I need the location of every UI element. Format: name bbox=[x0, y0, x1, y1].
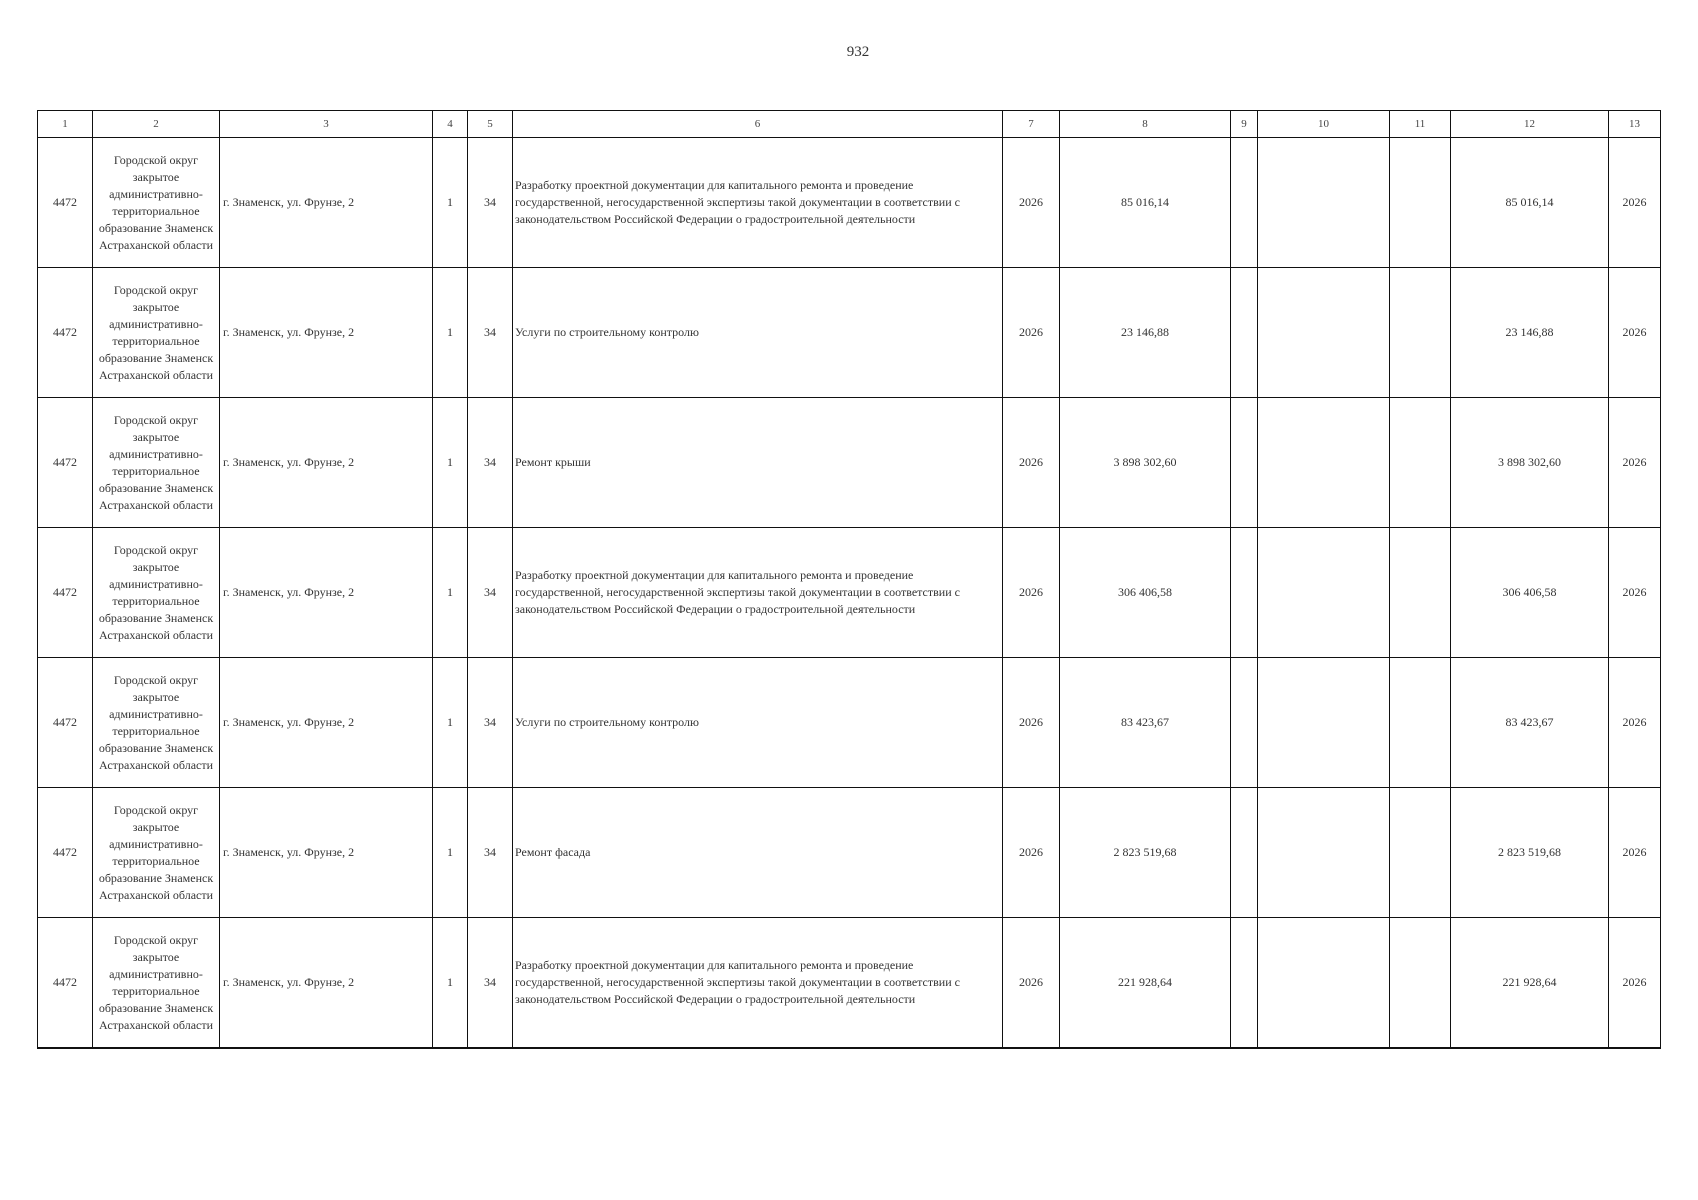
cell-col-11 bbox=[1390, 138, 1451, 268]
cell-col-6: Разработку проектной документации для капитального ремонта и проведение государственной, негосударственной экспертизы такой документации в соответствии с законодательством Российской Федерации о градостроительной деятельности bbox=[513, 138, 1003, 268]
cell-col-10 bbox=[1258, 788, 1390, 918]
table-header bbox=[38, 111, 1661, 138]
cell-col-9 bbox=[1231, 788, 1258, 918]
cell-col-2 bbox=[93, 528, 220, 658]
cell-municipality: Городской округ закрытое административно-территориальное образование Знаменск Астраханской области bbox=[98, 802, 214, 902]
cell-col-9 bbox=[1231, 398, 1258, 528]
cell-col-9 bbox=[1231, 918, 1258, 1049]
cell-col-8: 23 146,88 bbox=[1060, 268, 1231, 398]
cell-col-12: 3 898 302,60 bbox=[1451, 398, 1609, 528]
cell-municipality: Городской округ закрытое административно-территориальное образование Знаменск Астраханской области bbox=[98, 672, 214, 772]
cell-col-12: 83 423,67 bbox=[1451, 658, 1609, 788]
cell-col-9 bbox=[1231, 658, 1258, 788]
cell-col-8: 2 823 519,68 bbox=[1060, 788, 1231, 918]
cell-col-9 bbox=[1231, 528, 1258, 658]
cell-municipality: Городской округ закрытое административно-территориальное образование Знаменск Астраханской области bbox=[98, 932, 214, 1032]
cell-col-3: г. Знаменск, ул. Фрунзе, 2 bbox=[220, 918, 433, 1049]
cell-col-6: Разработку проектной документации для капитального ремонта и проведение государственной, негосударственной экспертизы такой документации в соответствии с законодательством Российской Федерации о градостроительной деятельности bbox=[513, 528, 1003, 658]
cell-col-3: г. Знаменск, ул. Фрунзе, 2 bbox=[220, 658, 433, 788]
column-header: 4 bbox=[433, 111, 468, 138]
cell-col-1: 4472 bbox=[38, 268, 93, 398]
cell-col-8: 221 928,64 bbox=[1060, 918, 1231, 1049]
cell-col-6: Разработку проектной документации для капитального ремонта и проведение государственной, негосударственной экспертизы такой документации в соответствии с законодательством Российской Федерации о градостроительной деятельности bbox=[513, 918, 1003, 1049]
column-header: 3 bbox=[220, 111, 433, 138]
cell-col-11 bbox=[1390, 788, 1451, 918]
cell-col-11 bbox=[1390, 658, 1451, 788]
cell-col-12: 2 823 519,68 bbox=[1451, 788, 1609, 918]
cell-col-6: Услуги по строительному контролю bbox=[513, 268, 1003, 398]
cell-col-5: 34 bbox=[468, 138, 513, 268]
cell-col-4: 1 bbox=[433, 138, 468, 268]
cell-col-2 bbox=[93, 138, 220, 268]
table-body bbox=[38, 138, 1661, 1049]
cell-municipality: Городской округ закрытое административно-территориальное образование Знаменск Астраханской области bbox=[98, 542, 214, 642]
column-header: 2 bbox=[93, 111, 220, 138]
cell-col-1: 4472 bbox=[38, 528, 93, 658]
column-header: 1 bbox=[38, 111, 93, 138]
header-row bbox=[38, 111, 1661, 138]
table-row bbox=[38, 528, 1661, 658]
cell-col-13: 2026 bbox=[1609, 788, 1661, 918]
cell-col-10 bbox=[1258, 658, 1390, 788]
cell-col-6: Ремонт крыши bbox=[513, 398, 1003, 528]
cell-col-7: 2026 bbox=[1003, 528, 1060, 658]
cell-col-13: 2026 bbox=[1609, 398, 1661, 528]
cell-col-4: 1 bbox=[433, 268, 468, 398]
column-header: 9 bbox=[1231, 111, 1258, 138]
cell-col-12: 221 928,64 bbox=[1451, 918, 1609, 1049]
cell-col-13: 2026 bbox=[1609, 268, 1661, 398]
column-header: 5 bbox=[468, 111, 513, 138]
column-header: 10 bbox=[1258, 111, 1390, 138]
cell-col-13: 2026 bbox=[1609, 138, 1661, 268]
cell-municipality: Городской округ закрытое административно-территориальное образование Знаменск Астраханской области bbox=[98, 152, 214, 252]
cell-col-9 bbox=[1231, 268, 1258, 398]
cell-col-1: 4472 bbox=[38, 138, 93, 268]
cell-col-7: 2026 bbox=[1003, 918, 1060, 1049]
cell-col-7: 2026 bbox=[1003, 398, 1060, 528]
cell-col-5: 34 bbox=[468, 788, 513, 918]
cell-col-13: 2026 bbox=[1609, 528, 1661, 658]
cell-col-1: 4472 bbox=[38, 788, 93, 918]
cell-col-3: г. Знаменск, ул. Фрунзе, 2 bbox=[220, 398, 433, 528]
cell-col-5: 34 bbox=[468, 268, 513, 398]
cell-col-2 bbox=[93, 918, 220, 1049]
cell-col-8: 85 016,14 bbox=[1060, 138, 1231, 268]
column-header: 7 bbox=[1003, 111, 1060, 138]
cell-col-11 bbox=[1390, 268, 1451, 398]
cell-col-4: 1 bbox=[433, 398, 468, 528]
table-row bbox=[38, 788, 1661, 918]
cell-col-12: 306 406,58 bbox=[1451, 528, 1609, 658]
table-row bbox=[38, 918, 1661, 1049]
page-number: 932 bbox=[846, 44, 870, 60]
cell-col-3: г. Знаменск, ул. Фрунзе, 2 bbox=[220, 268, 433, 398]
cell-municipality: Городской округ закрытое административно-территориальное образование Знаменск Астраханской области bbox=[98, 282, 214, 382]
cell-col-11 bbox=[1390, 398, 1451, 528]
cell-col-4: 1 bbox=[433, 788, 468, 918]
column-header: 8 bbox=[1060, 111, 1231, 138]
cell-col-1: 4472 bbox=[38, 658, 93, 788]
cell-col-2 bbox=[93, 398, 220, 528]
column-header: 13 bbox=[1609, 111, 1661, 138]
cell-col-9 bbox=[1231, 138, 1258, 268]
cell-col-5: 34 bbox=[468, 398, 513, 528]
column-header: 12 bbox=[1451, 111, 1609, 138]
cell-col-10 bbox=[1258, 268, 1390, 398]
cell-col-5: 34 bbox=[468, 918, 513, 1049]
cell-col-3: г. Знаменск, ул. Фрунзе, 2 bbox=[220, 138, 433, 268]
cell-col-12: 23 146,88 bbox=[1451, 268, 1609, 398]
cell-col-10 bbox=[1258, 138, 1390, 268]
cell-col-5: 34 bbox=[468, 528, 513, 658]
cell-col-4: 1 bbox=[433, 528, 468, 658]
cell-col-4: 1 bbox=[433, 658, 468, 788]
cell-col-13: 2026 bbox=[1609, 918, 1661, 1049]
cell-col-3: г. Знаменск, ул. Фрунзе, 2 bbox=[220, 788, 433, 918]
cell-col-11 bbox=[1390, 528, 1451, 658]
column-header: 6 bbox=[513, 111, 1003, 138]
cell-col-12: 85 016,14 bbox=[1451, 138, 1609, 268]
cell-col-7: 2026 bbox=[1003, 658, 1060, 788]
table-row bbox=[38, 658, 1661, 788]
cell-col-10 bbox=[1258, 398, 1390, 528]
cell-col-3: г. Знаменск, ул. Фрунзе, 2 bbox=[220, 528, 433, 658]
cell-col-10 bbox=[1258, 528, 1390, 658]
registry-table bbox=[37, 110, 1661, 1049]
cell-col-4: 1 bbox=[433, 918, 468, 1049]
cell-col-5: 34 bbox=[468, 658, 513, 788]
cell-col-2 bbox=[93, 788, 220, 918]
cell-col-8: 306 406,58 bbox=[1060, 528, 1231, 658]
cell-col-2 bbox=[93, 658, 220, 788]
cell-col-7: 2026 bbox=[1003, 138, 1060, 268]
cell-col-13: 2026 bbox=[1609, 658, 1661, 788]
cell-col-7: 2026 bbox=[1003, 788, 1060, 918]
cell-col-8: 83 423,67 bbox=[1060, 658, 1231, 788]
column-header: 11 bbox=[1390, 111, 1451, 138]
cell-col-8: 3 898 302,60 bbox=[1060, 398, 1231, 528]
cell-municipality: Городской округ закрытое административно-территориальное образование Знаменск Астраханской области bbox=[98, 412, 214, 512]
cell-col-6: Услуги по строительному контролю bbox=[513, 658, 1003, 788]
cell-col-11 bbox=[1390, 918, 1451, 1049]
cell-col-1: 4472 bbox=[38, 918, 93, 1049]
cell-col-1: 4472 bbox=[38, 398, 93, 528]
cell-col-10 bbox=[1258, 918, 1390, 1049]
table-row bbox=[38, 138, 1661, 268]
table-row bbox=[38, 398, 1661, 528]
cell-col-6: Ремонт фасада bbox=[513, 788, 1003, 918]
cell-col-2 bbox=[93, 268, 220, 398]
table-row bbox=[38, 268, 1661, 398]
cell-col-7: 2026 bbox=[1003, 268, 1060, 398]
